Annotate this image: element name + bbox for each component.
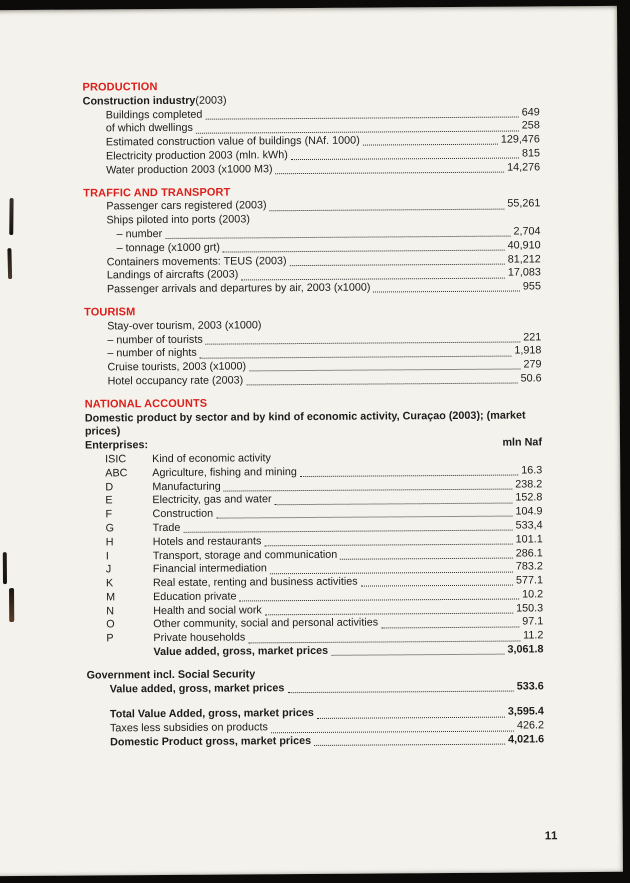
row-label: Other community, social and personal activities — [153, 616, 379, 631]
row-value: 221 — [523, 330, 542, 344]
row-label: Agriculture, fishing and mining — [152, 465, 297, 479]
row-value: 238.2 — [515, 477, 543, 491]
dotted-leader — [216, 516, 512, 519]
row-value: 533,4 — [515, 519, 543, 532]
data-row — [108, 372, 542, 389]
scanned-page — [0, 6, 623, 876]
staple-mark — [9, 198, 13, 235]
dotted-leader — [287, 691, 513, 694]
dotted-leader — [200, 355, 512, 358]
section-heading: TOURISM — [84, 306, 136, 319]
row-value: 40,910 — [507, 239, 541, 252]
dotted-leader — [276, 172, 505, 175]
unit-label: mln Naf — [502, 436, 543, 449]
dotted-leader — [381, 626, 519, 628]
row-label: Estimated construction value of buildings (NAf. 1000) — [105, 134, 360, 149]
row-value: 104.9 — [515, 505, 543, 518]
row-label: Passenger arrivals and departures by air, 2003 (x1000) — [106, 281, 371, 296]
row-label: Buildings completed — [105, 108, 203, 121]
dotted-leader — [291, 158, 519, 161]
row-label: Taxes less subsidies on products — [109, 721, 268, 735]
row-value: 16.3 — [521, 464, 543, 477]
dotted-leader — [240, 599, 520, 602]
dotted-leader — [331, 654, 504, 656]
dotted-leader — [270, 208, 505, 211]
row-value: 152.8 — [515, 491, 543, 504]
subtitle-bold-text: Construction industry — [82, 94, 196, 108]
row-label: Transport, storage and communication — [152, 548, 338, 562]
row-label: Real estate, renting and business activities — [152, 575, 358, 590]
dotted-leader — [249, 369, 520, 372]
row-label: Ships piloted into ports (2003) — [106, 213, 250, 227]
dotted-leader — [183, 530, 512, 533]
data-row — [106, 161, 540, 178]
row-label: Value added, gross, market prices — [153, 644, 329, 659]
row-value: 14,276 — [507, 161, 541, 174]
row-value: 258 — [521, 119, 540, 132]
dotted-leader — [205, 116, 518, 119]
staple-mark — [3, 552, 7, 584]
row-label: Government incl. Social Security — [86, 668, 256, 682]
row-value: 1,918 — [514, 344, 542, 357]
section — [83, 184, 541, 298]
isic-code: E — [105, 494, 113, 507]
isic-code: P — [106, 632, 114, 645]
row-label: Private households — [153, 631, 246, 645]
row-label: – number of tourists — [107, 333, 203, 346]
isic-code: H — [105, 536, 114, 549]
dotted-leader — [317, 716, 505, 718]
staple-mark — [9, 588, 14, 622]
isic-code: F — [105, 508, 113, 521]
left-column-label: Enterprises: — [84, 439, 149, 452]
row-value: 426.2 — [516, 719, 545, 732]
row-label: Hotel occupancy rate (2003) — [107, 374, 244, 388]
section-heading: PRODUCTION — [82, 81, 158, 94]
row-value: 533.6 — [516, 680, 544, 693]
section — [82, 78, 540, 178]
row-value: 3,595.4 — [507, 705, 544, 719]
dotted-leader — [340, 557, 513, 559]
row-label: Electricity production 2003 (mln. kWh) — [105, 149, 288, 163]
dotted-leader — [275, 502, 513, 505]
row-value: 81,212 — [507, 252, 541, 266]
isic-code: M — [106, 591, 116, 604]
row-label: Cruise tourists, 2003 (x1000) — [107, 360, 247, 374]
row-value: 649 — [521, 105, 540, 119]
subtitle-normal-text: (2003) — [195, 94, 227, 107]
row-label: Landings of aircrafts (2003) — [106, 268, 239, 282]
row-label: of which dwellings — [105, 122, 193, 135]
dotted-leader — [265, 613, 513, 616]
dotted-leader — [248, 640, 520, 643]
data-row — [86, 643, 543, 660]
row-label: Water production 2003 (x1000 M3) — [106, 163, 273, 177]
dotted-leader — [314, 744, 505, 746]
dotted-leader — [241, 277, 505, 280]
row-label: Health and social work — [153, 604, 262, 617]
row-value: 10.2 — [522, 588, 544, 601]
subtitle-row — [85, 409, 542, 440]
row-value: 783.2 — [515, 560, 543, 573]
section — [87, 666, 545, 750]
data-row — [107, 281, 541, 298]
row-label: – number of nights — [107, 347, 197, 360]
page-number: 11 — [544, 830, 558, 843]
dotted-leader — [300, 475, 518, 478]
row-value: 4,021.6 — [508, 733, 545, 746]
row-label: Domestic Product gross, market prices — [110, 735, 312, 749]
isic-code: G — [105, 522, 115, 535]
row-value: 55,261 — [507, 197, 541, 210]
row-label: Passenger cars registered (2003) — [106, 199, 267, 213]
row-value: 955 — [522, 280, 541, 293]
row-label: Financial intermediation — [152, 562, 267, 576]
section-heading: NATIONAL ACCOUNTS — [84, 397, 208, 411]
section — [84, 303, 542, 389]
row-label: Containers movements: TEUS (2003) — [106, 254, 287, 268]
row-value: 17,083 — [507, 266, 541, 279]
dotted-leader — [290, 263, 505, 266]
dotted-leader — [264, 544, 512, 547]
row-value: 97.1 — [522, 615, 544, 628]
row-label: Stay-over tourism, 2003 (x1000) — [107, 319, 262, 333]
row-value: 129,476 — [500, 133, 540, 146]
row-value: 11.2 — [523, 629, 544, 642]
isic-code: ABC — [105, 466, 128, 480]
row-label: – tonnage (x1000 grt) — [116, 241, 220, 255]
row-value: 101.1 — [515, 533, 543, 546]
row-label: Manufacturing — [152, 480, 221, 493]
dotted-leader — [206, 341, 521, 344]
row-value: 577.1 — [515, 574, 544, 587]
isic-code: D — [105, 480, 114, 493]
dotted-leader — [373, 291, 520, 293]
row-label: Hotels and restaurants — [152, 535, 262, 548]
dotted-leader — [196, 130, 519, 133]
staple-mark — [7, 248, 12, 279]
dotted-leader — [246, 383, 517, 386]
row-label: – number — [116, 227, 163, 241]
row-value: 286.1 — [515, 546, 543, 560]
row-label: Electricity, gas and water — [152, 493, 272, 507]
row-value: 3,061.8 — [507, 643, 544, 656]
dotted-leader — [223, 250, 505, 253]
row-label: Construction — [152, 507, 214, 521]
isic-code: O — [106, 618, 115, 631]
row-label: Education private — [153, 590, 237, 603]
dotted-leader — [361, 585, 513, 587]
isic-code: I — [105, 549, 109, 562]
row-value: 279 — [523, 358, 542, 371]
row-label: Value added, gross, market prices — [109, 681, 285, 696]
dotted-leader — [270, 571, 513, 574]
isic-code: ISIC — [105, 453, 127, 466]
isic-code: N — [106, 605, 115, 618]
row-label: Trade — [152, 521, 181, 534]
document-content — [82, 78, 544, 750]
dotted-leader — [363, 144, 498, 146]
isic-code: K — [105, 577, 114, 590]
dotted-leader — [224, 488, 513, 491]
row-label: Kind of economic activity — [152, 452, 271, 465]
isic-code: J — [105, 563, 112, 576]
section — [85, 395, 544, 660]
row-value: 50.6 — [520, 372, 542, 385]
subtitle-bold-text: Domestic product by sector and by kind of economic activity, Curaçao (2003); (market prices) — [84, 408, 526, 438]
row-value: 2,704 — [513, 225, 541, 238]
row-value: 815 — [521, 147, 541, 160]
section-heading: TRAFFIC AND TRANSPORT — [83, 186, 231, 200]
data-row — [110, 733, 544, 750]
row-value: 150.3 — [516, 602, 544, 615]
dotted-leader — [271, 730, 514, 733]
row-label: Total Value Added, gross, market prices — [109, 707, 314, 721]
